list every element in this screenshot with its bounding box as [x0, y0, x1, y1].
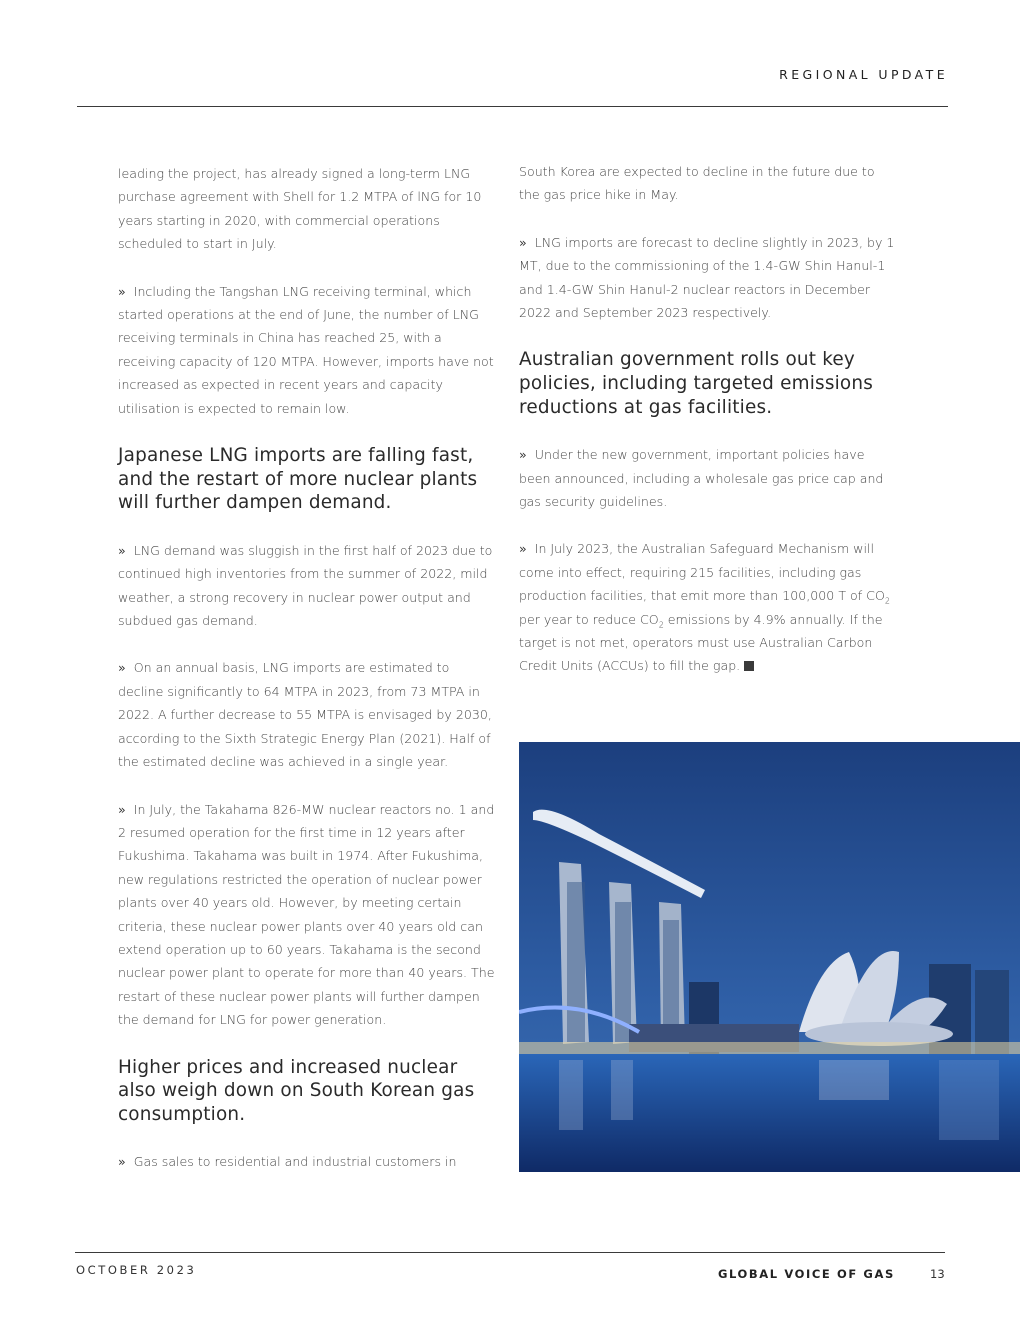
bullet-paragraph [519, 231, 897, 325]
header-divider [77, 106, 948, 107]
bullet-marker: » [519, 447, 527, 463]
bullet-marker: » [118, 801, 126, 817]
paragraph-text-c: emissions by 4.9% annually. If the target is not met, operators must use Australian Carbon Credit Units (ACCUs) to fill the gap. [519, 611, 883, 674]
paragraph: South Korea are expected to decline in the future due to the gas price hike in May. [519, 164, 875, 203]
bullet-paragraph [118, 280, 496, 420]
bullet-paragraph [118, 798, 496, 1032]
bullet-paragraph [118, 1150, 496, 1173]
paragraph-text: LNG demand was sluggish in the first half of 2023 due to continued high inventories from the summer of 2022, mild weather, a strong recovery in nuclear power output and subdued gas demand. [118, 542, 493, 629]
bullet-marker: » [118, 283, 126, 299]
paragraph-text: In July, the Takahama 826-MW nuclear reactors no. 1 and 2 resumed operation for the first time in 12 years after Fukushima. Takahama was built in 1974. After Fukushima, new regulations restricted the operation of nuclear power plants over 40 years old. However, by meeting certain criteria, these nuclear power plants over 40 years old can extend operation up to 60 years. Takahama is the second nuclear power plant to operate for more than 40 years. The restart of these nuclear power plants will further dampen the demand for LNG for power generation. [118, 801, 495, 1028]
section-heading: Australian government rolls out key policies, including targeted emissions reductions at gas facilities. [519, 349, 874, 418]
paragraph: leading the project, has already signed a long-term LNG purchase agreement with Shell for 1.2 MTPA of lNG for 10 years starting in 2020, with commercial operations scheduled to start in July. [118, 166, 482, 252]
end-of-article-square-icon [744, 661, 754, 671]
night-skyline-photo [519, 742, 1020, 1172]
bullet-paragraph [118, 656, 496, 773]
bullet-marker: » [118, 542, 126, 558]
paragraph-text: Including the Tangshan LNG receiving terminal, which started operations at the end of June, the number of LNG receiving terminals in China has reached 25, with a receiving capacity of 120 MTPA. However, imports have not increased as expected in recent years and capacity utilisation is expected to remain low. [118, 283, 494, 416]
footer-date: OCTOBER 2023 [76, 1263, 197, 1277]
right-column [519, 160, 897, 702]
bullet-marker: » [118, 1154, 126, 1170]
left-column [118, 162, 496, 1198]
section-label: REGIONAL UPDATE [779, 67, 948, 82]
bullet-marker: » [519, 541, 527, 557]
section-heading: Japanese LNG imports are falling fast, and the restart of more nuclear plants will further dampen demand. [118, 445, 478, 514]
section-heading: Higher prices and increased nuclear also weigh down on South Korean gas consumption. [118, 1056, 475, 1125]
bullet-marker: » [519, 234, 527, 250]
bullet-paragraph [118, 539, 496, 633]
paragraph-text-b: per year to reduce CO [519, 611, 659, 627]
subscript: 2 [884, 596, 890, 606]
paragraph-text: Under the new government, important policies have been announced, including a wholesale gas price cap and gas security guidelines. [519, 447, 884, 510]
subscript: 2 [658, 620, 664, 630]
page-number: 13 [930, 1267, 945, 1281]
bullet-paragraph [519, 443, 897, 513]
paragraph-text: LNG imports are forecast to decline slightly in 2023, by 1 MT, due to the commissioning of the 1.4-GW Shin Hanul-1 and 1.4-GW Shin Hanul-2 nuclear reactors in December 2022 and September 2023 respectively. [519, 234, 895, 321]
paragraph-text-a: In July 2023, the Australian Safeguard Mechanism will come into effect, requiring 215 facilities, including gas production facilities, that emit more than 100,000 T of CO [519, 541, 885, 604]
paragraph-text: On an annual basis, LNG imports are estimated to decline significantly to 64 MTPA in 2023, from 73 MTPA in 2022. A further decrease to 55 MTPA is envisaged by 2030, according to the Sixth Strategic Energy Plan (2021). Half of the estimated decline was achieved in a single year. [118, 660, 492, 770]
publication-title: GLOBAL VOICE OF GAS [718, 1267, 895, 1281]
paragraph-text: Gas sales to residential and industrial customers in [133, 1154, 457, 1170]
footer-divider [75, 1252, 945, 1253]
bullet-paragraph [519, 537, 897, 677]
bullet-marker: » [118, 660, 126, 676]
